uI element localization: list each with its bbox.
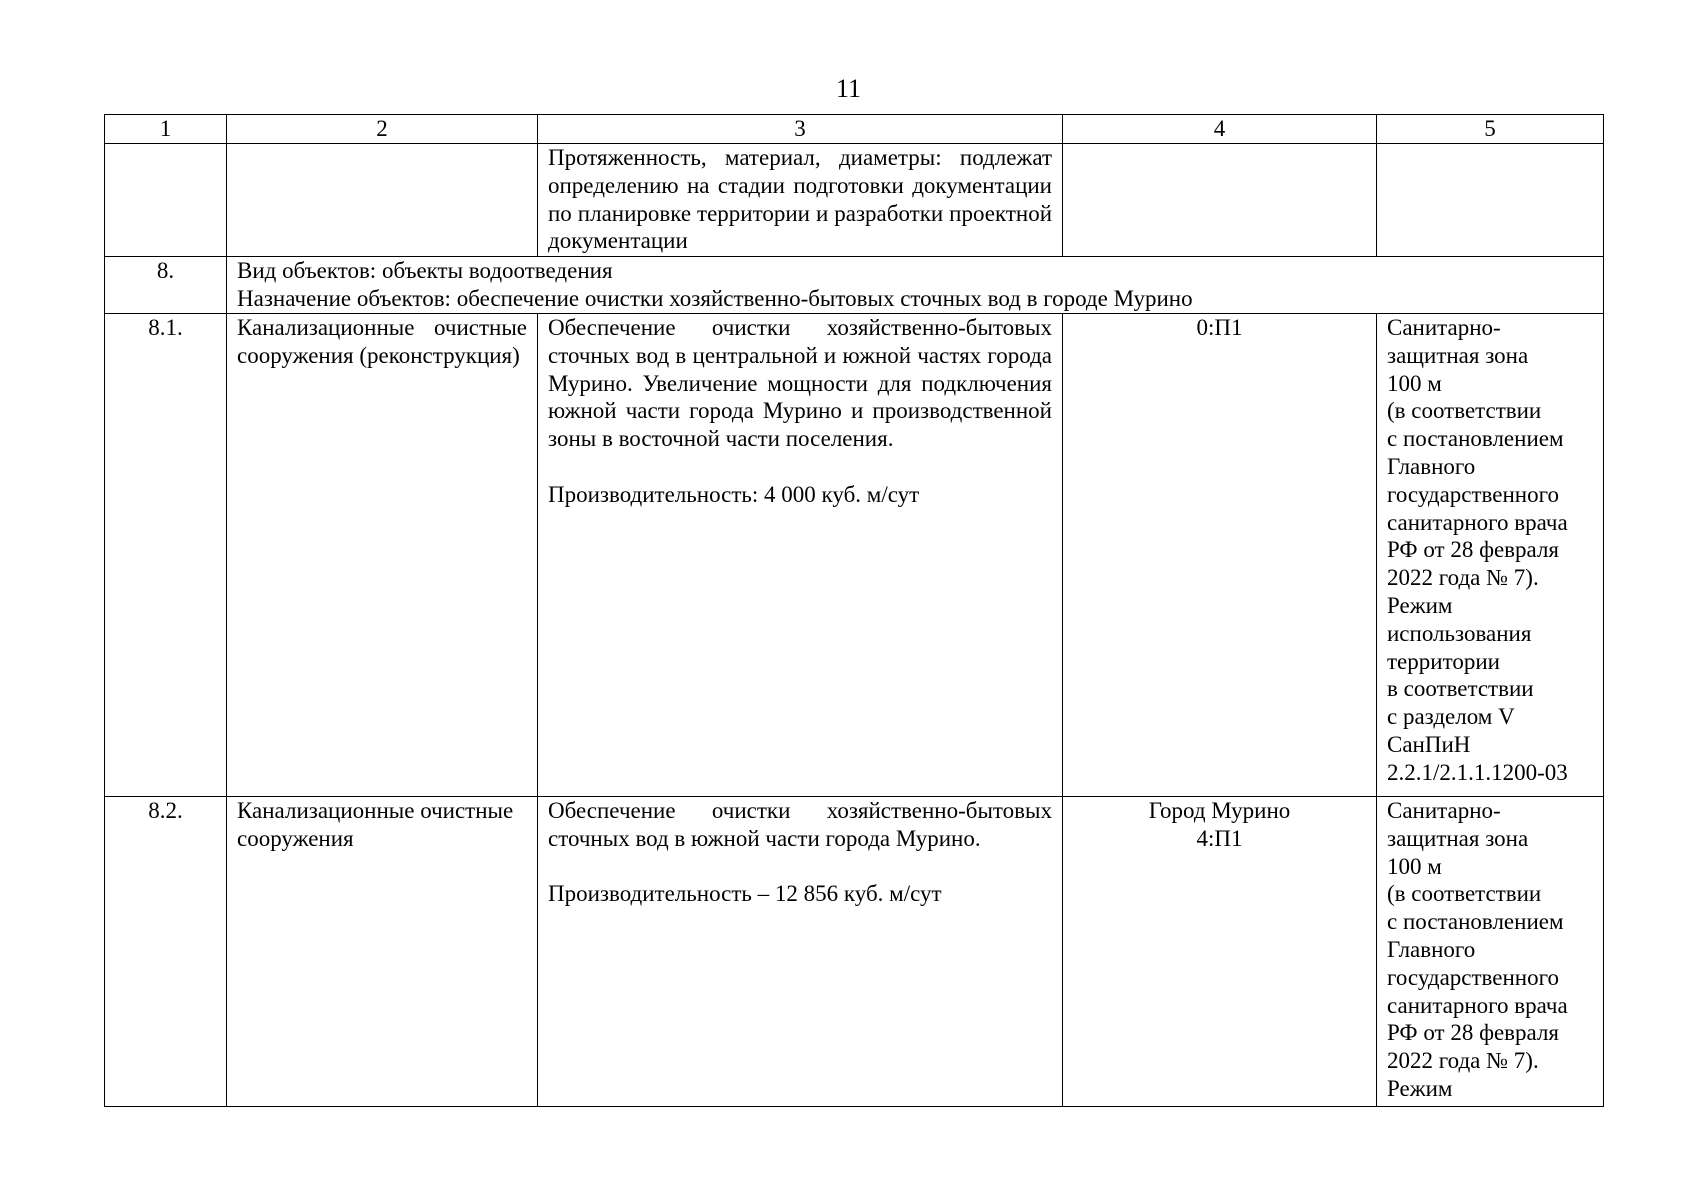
row-8-2-description-cell: [538, 797, 1063, 1107]
row-8-2-zone-line: санитарного врача: [1387, 992, 1568, 1018]
column-number-row: [105, 115, 1604, 144]
row-8-1-zone-line: 2022 года № 7).: [1387, 565, 1539, 591]
row-8-2-zone-line: 100 м: [1387, 853, 1442, 879]
row-8-2-location-cell: [1063, 797, 1377, 1107]
row-8-1-zone-line: Санитарно-: [1387, 315, 1501, 340]
page-number: 11: [835, 74, 862, 103]
row-8-1-zone-line: использования: [1387, 620, 1532, 646]
cont-description-cell: Протяженность, материал, диаметры: подлежат определению на стадии подготовки документации по планировке территории и разработки проектной документации: [538, 144, 1063, 257]
row-8-1-capacity: Производительность: 4 000 куб. м/сут: [548, 481, 920, 507]
row-8-1-zone-line: (в соответствии: [1387, 398, 1542, 424]
cont-name-cell: [227, 144, 538, 257]
row-8-1-zone-line: территории: [1387, 648, 1500, 674]
table-row-8-2: [105, 797, 1604, 1107]
column-number-1: 1: [105, 115, 227, 144]
row-8-2-number: 8.2.: [105, 797, 227, 1107]
row-8-1-location: 0:П1: [1063, 314, 1377, 797]
row-8-2-zone-line: защитная зона: [1387, 825, 1529, 851]
row-8-2-zone-line: РФ от 28 февраля: [1387, 1020, 1560, 1046]
row-8-2-zone-cell: [1377, 797, 1604, 1107]
row-8-1-zone-line: Режим: [1387, 592, 1453, 618]
row-8-2-capacity: Производительность – 12 856 куб. м/сут: [548, 881, 942, 907]
paragraph-gap: [548, 853, 1052, 881]
row-8-1-zone-line: в соответствии: [1387, 676, 1534, 702]
row-8-1-zone-cell: [1377, 314, 1604, 797]
row-8-1-zone-line: санитарного врача: [1387, 509, 1568, 535]
column-number-2: 2: [227, 115, 538, 144]
cont-zone-cell: [1377, 144, 1604, 257]
row-8-1-description: Обеспечение очистки хозяйственно-бытовых сточных вод в центральной и южной частях города Мурино. Увеличение мощности для подключения южной части города Мурино и производственной зоны в восточной части поселения.: [548, 315, 1052, 452]
row-8-2-zone-line: 2022 года № 7).: [1387, 1048, 1539, 1074]
group-kind: Вид объектов: объекты водоотведения: [237, 258, 613, 283]
row-8-1-zone-line: СанПиН: [1387, 731, 1471, 757]
row-8-2-zone-line: (в соответствии: [1387, 881, 1542, 907]
column-number-4: 4: [1063, 115, 1377, 144]
group-heading-cell: [227, 257, 1604, 314]
row-8-2-description: Обеспечение очистки хозяйственно-бытовых сточных вод в южной части города Мурино.: [548, 798, 1052, 851]
row-8-1-zone-line: с разделом V: [1387, 704, 1515, 730]
column-number-3: 3: [538, 115, 1063, 144]
row-8-1-zone-line: защитная зона: [1387, 342, 1529, 368]
cont-number-cell: [105, 144, 227, 257]
group-purpose: Назначение объектов: обеспечение очистки хозяйственно-бытовых сточных вод в городе Мурино: [237, 285, 1193, 311]
row-8-1-zone-line: 2.2.1/2.1.1.1200-03: [1387, 759, 1568, 785]
row-8-1-number: 8.1.: [105, 314, 227, 797]
row-8-2-location-code: 4:П1: [1196, 825, 1243, 851]
objects-table: [104, 114, 1604, 1107]
column-number-5: 5: [1377, 115, 1604, 144]
group-number: 8.: [105, 257, 227, 314]
row-8-2-zone-line: государственного: [1387, 964, 1559, 990]
table-row-group-8: [105, 257, 1604, 314]
cont-location-cell: [1063, 144, 1377, 257]
row-8-1-description-cell: [538, 314, 1063, 797]
row-8-2-zone-line: Режим: [1387, 1075, 1453, 1101]
table-row-8-1: [105, 314, 1604, 797]
row-8-1-zone-line: с постановлением: [1387, 426, 1564, 452]
row-8-1-name: Канализационные очистные сооружения (реконструкция): [227, 314, 538, 797]
paragraph-gap: [548, 453, 1052, 481]
row-8-1-zone-line: 100 м: [1387, 370, 1442, 396]
row-8-2-location-place: Город Мурино: [1148, 798, 1291, 823]
row-8-2-zone-line: Главного: [1387, 936, 1476, 962]
row-8-2-zone-line: с постановлением: [1387, 909, 1564, 935]
table-row-continuation: [105, 144, 1604, 257]
row-8-1-zone-line: РФ от 28 февраля: [1387, 537, 1560, 563]
row-8-1-zone-line: государственного: [1387, 481, 1559, 507]
row-8-2-zone-line: Санитарно-: [1387, 798, 1501, 823]
row-8-1-zone-line: Главного: [1387, 453, 1476, 479]
row-8-2-name: Канализационные очистные сооружения: [227, 797, 538, 1107]
